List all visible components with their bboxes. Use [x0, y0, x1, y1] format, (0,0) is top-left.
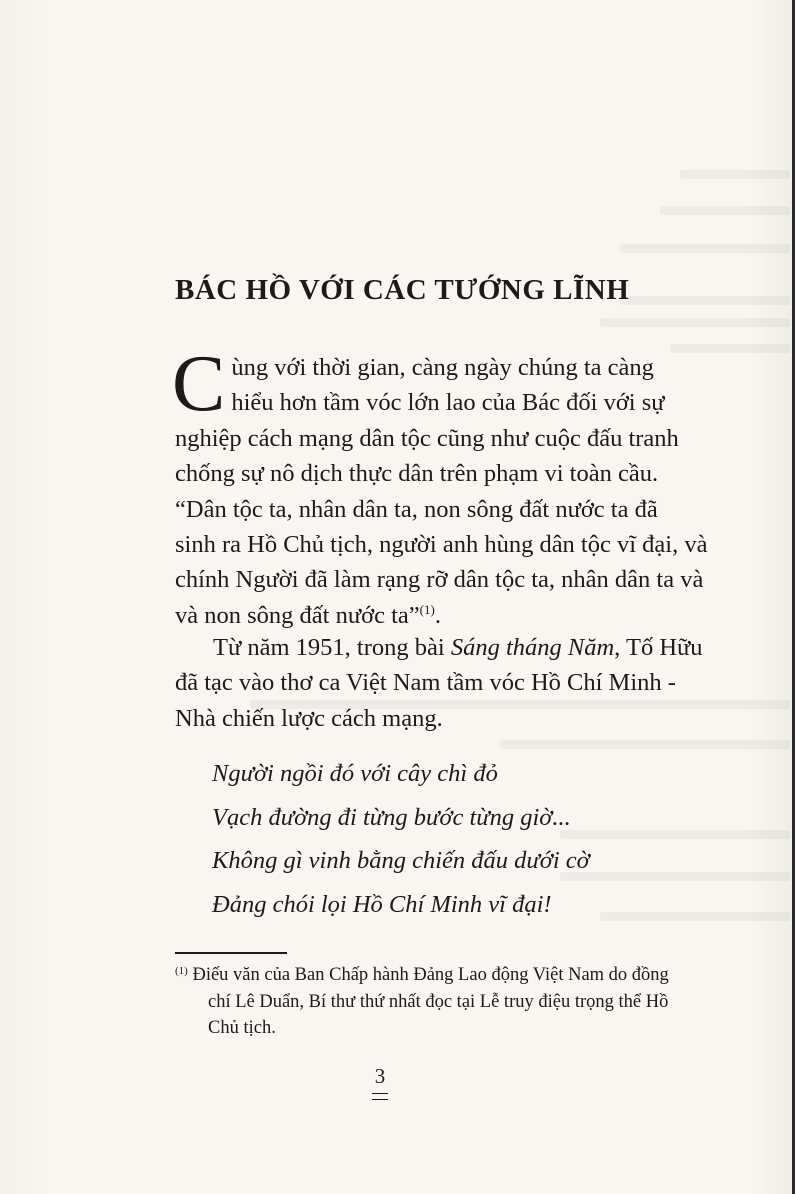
text-line: hiểu hơn tầm vóc lớn lao của Bác đối với sự [231, 389, 665, 417]
text-line: ùng với thời gian, càng ngày chúng ta càng [231, 354, 654, 381]
poem-title: Sáng tháng Năm [450, 634, 615, 661]
end-punctuation: . [434, 601, 441, 629]
poem-line: Người ngồi đó với cây chì đỏ [212, 760, 498, 787]
text-prefix: Từ năm 1951, trong bài [213, 634, 451, 661]
text-line: nghiệp cách mạng dân tộc cũng như cuộc đấu tranh [175, 424, 679, 452]
footnote-text: Điếu văn của Ban Chấp hành Đảng Lao động Việt Nam do đồng [187, 965, 669, 985]
text-line [175, 630, 735, 665]
text-line: Nhà chiến lược cách mạng. [175, 704, 443, 732]
text-line: chính Người đã làm rạng rỡ dân tộc ta, nhân dân ta và [175, 566, 704, 594]
poem-line: Không gì vinh bằng chiến đấu dưới cờ [212, 847, 590, 874]
text-last: và non sông đất nước ta” [175, 601, 420, 629]
footnote-mark: (1) [175, 965, 188, 977]
footnote-divider [175, 952, 287, 954]
text-line: sinh ra Hồ Chủ tịch, người anh hùng dân tộc vĩ đại, và [175, 530, 708, 558]
paragraph-1 [172, 340, 715, 633]
text-suffix: , Tố Hữu [614, 634, 703, 661]
footnote-line: chí Lê Duẩn, Bí thư thứ nhất đọc tại Lễ truy điệu trọng thể Hồ [208, 991, 669, 1012]
paragraph-2 [175, 630, 735, 736]
footnote-line: Chủ tịch. [208, 1018, 276, 1038]
footnote-line [175, 962, 735, 989]
text-line-last [175, 598, 715, 633]
page-title: BÁC HỒ VỚI CÁC TƯỚNG LĨNH [175, 274, 630, 306]
poem-line: Vạch đường đi từng bước từng giờ... [212, 803, 571, 831]
drop-cap: C [172, 340, 226, 428]
page-number-ornament [372, 1093, 388, 1100]
poem-verse [212, 752, 590, 926]
page-number: 3 [374, 1064, 386, 1088]
text-line: “Dân tộc ta, nhân dân ta, non sông đất nước ta đã [175, 495, 658, 523]
footnote [175, 962, 735, 1042]
text-line: đã tạc vào thơ ca Việt Nam tầm vóc Hồ Chí Minh - [175, 669, 676, 697]
poem-line: Đảng chói lọi Hồ Chí Minh vĩ đại! [212, 890, 552, 918]
text-line: chống sự nô dịch thực dân trên phạm vi toàn cầu. [175, 460, 659, 488]
footnote-reference: (1) [419, 601, 435, 617]
